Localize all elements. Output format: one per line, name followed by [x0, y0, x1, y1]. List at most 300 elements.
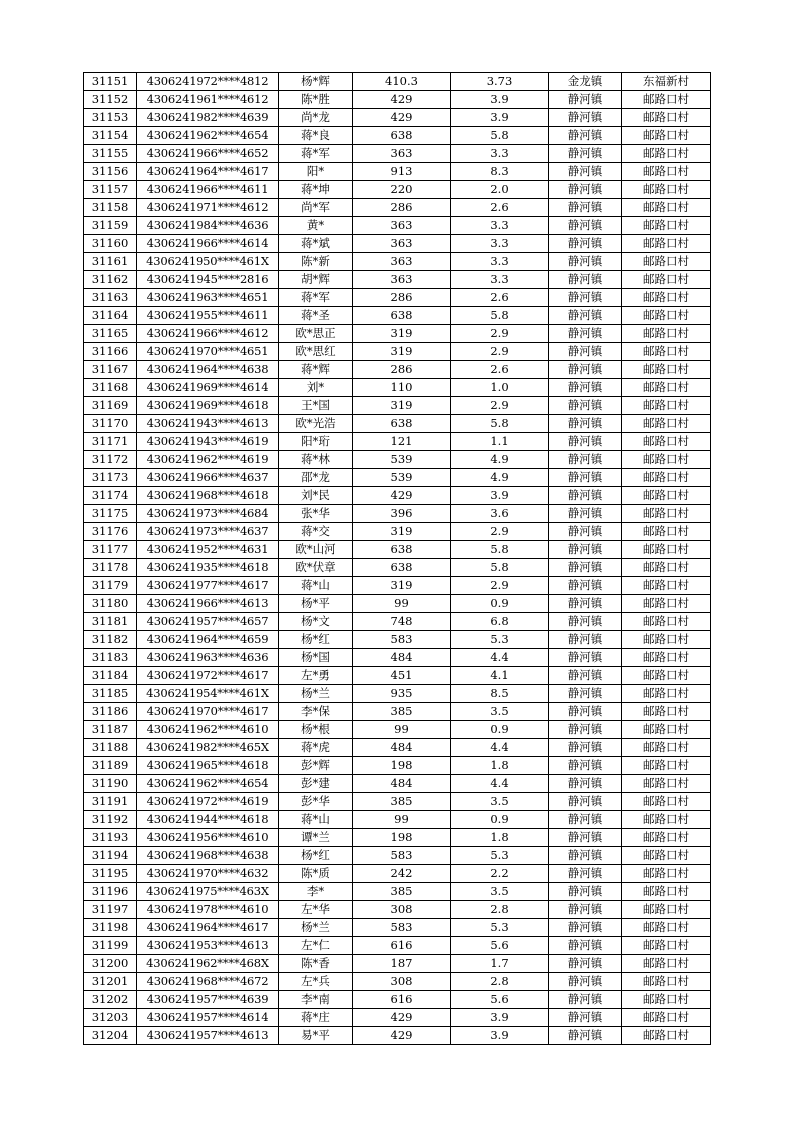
area-cell: 3.6 [451, 505, 549, 523]
name-cell: 陈*新 [279, 253, 353, 271]
area-cell: 3.3 [451, 145, 549, 163]
area-cell: 5.3 [451, 919, 549, 937]
town-cell: 静河镇 [549, 451, 622, 469]
town-cell: 静河镇 [549, 415, 622, 433]
table-row [84, 793, 711, 811]
serial-cell: 31158 [84, 199, 137, 217]
amount-cell: 638 [353, 541, 451, 559]
serial-cell: 31187 [84, 721, 137, 739]
village-cell: 邮路口村 [622, 253, 711, 271]
area-cell: 3.5 [451, 793, 549, 811]
serial-cell: 31170 [84, 415, 137, 433]
town-cell: 静河镇 [549, 955, 622, 973]
town-cell: 静河镇 [549, 397, 622, 415]
village-cell: 邮路口村 [622, 739, 711, 757]
name-cell: 蒋*军 [279, 289, 353, 307]
town-cell: 静河镇 [549, 541, 622, 559]
village-cell: 邮路口村 [622, 361, 711, 379]
name-cell: 左*华 [279, 901, 353, 919]
amount-cell: 385 [353, 883, 451, 901]
amount-cell: 99 [353, 721, 451, 739]
amount-cell: 319 [353, 325, 451, 343]
name-cell: 欧*伏章 [279, 559, 353, 577]
id-number-cell: 4306241952****4631 [137, 541, 279, 559]
town-cell: 静河镇 [549, 433, 622, 451]
amount-cell: 363 [353, 235, 451, 253]
serial-cell: 31184 [84, 667, 137, 685]
id-number-cell: 4306241957****4657 [137, 613, 279, 631]
town-cell: 静河镇 [549, 811, 622, 829]
id-number-cell: 4306241970****4632 [137, 865, 279, 883]
town-cell: 静河镇 [549, 469, 622, 487]
serial-cell: 31203 [84, 1009, 137, 1027]
table-row [84, 253, 711, 271]
table-row [84, 811, 711, 829]
serial-cell: 31163 [84, 289, 137, 307]
id-number-cell: 4306241973****4684 [137, 505, 279, 523]
table-row [84, 667, 711, 685]
serial-cell: 31182 [84, 631, 137, 649]
name-cell: 杨*兰 [279, 919, 353, 937]
name-cell: 杨*兰 [279, 685, 353, 703]
town-cell: 静河镇 [549, 271, 622, 289]
table-row [84, 541, 711, 559]
village-cell: 邮路口村 [622, 433, 711, 451]
area-cell: 3.3 [451, 271, 549, 289]
amount-cell: 242 [353, 865, 451, 883]
area-cell: 3.9 [451, 91, 549, 109]
amount-cell: 484 [353, 775, 451, 793]
serial-cell: 31169 [84, 397, 137, 415]
town-cell: 静河镇 [549, 685, 622, 703]
id-number-cell: 4306241970****4651 [137, 343, 279, 361]
area-cell: 2.9 [451, 523, 549, 541]
id-number-cell: 4306241966****4613 [137, 595, 279, 613]
name-cell: 蒋*虎 [279, 739, 353, 757]
village-cell: 邮路口村 [622, 829, 711, 847]
table-row [84, 649, 711, 667]
town-cell: 静河镇 [549, 343, 622, 361]
name-cell: 黄* [279, 217, 353, 235]
town-cell: 静河镇 [549, 361, 622, 379]
id-number-cell: 4306241957****4639 [137, 991, 279, 1009]
name-cell: 左*勇 [279, 667, 353, 685]
town-cell: 静河镇 [549, 1027, 622, 1045]
name-cell: 杨*平 [279, 595, 353, 613]
town-cell: 静河镇 [549, 217, 622, 235]
id-number-cell: 4306241972****4619 [137, 793, 279, 811]
id-number-cell: 4306241984****4636 [137, 217, 279, 235]
village-cell: 邮路口村 [622, 757, 711, 775]
id-number-cell: 4306241966****4652 [137, 145, 279, 163]
serial-cell: 31155 [84, 145, 137, 163]
area-cell: 2.9 [451, 343, 549, 361]
amount-cell: 429 [353, 1009, 451, 1027]
id-number-cell: 4306241972****4812 [137, 73, 279, 91]
id-number-cell: 4306241943****4619 [137, 433, 279, 451]
town-cell: 静河镇 [549, 991, 622, 1009]
town-cell: 静河镇 [549, 163, 622, 181]
village-cell: 邮路口村 [622, 289, 711, 307]
amount-cell: 286 [353, 199, 451, 217]
name-cell: 邵*龙 [279, 469, 353, 487]
name-cell: 尚*龙 [279, 109, 353, 127]
village-cell: 邮路口村 [622, 937, 711, 955]
area-cell: 0.9 [451, 595, 549, 613]
amount-cell: 583 [353, 919, 451, 937]
town-cell: 静河镇 [549, 631, 622, 649]
name-cell: 杨*辉 [279, 73, 353, 91]
table-row [84, 73, 711, 91]
id-number-cell: 4306241961****4612 [137, 91, 279, 109]
name-cell: 彭*辉 [279, 757, 353, 775]
village-cell: 邮路口村 [622, 523, 711, 541]
amount-cell: 583 [353, 631, 451, 649]
table-row [84, 289, 711, 307]
serial-cell: 31194 [84, 847, 137, 865]
id-number-cell: 4306241966****4637 [137, 469, 279, 487]
amount-cell: 319 [353, 397, 451, 415]
name-cell: 陈*质 [279, 865, 353, 883]
table-row [84, 235, 711, 253]
id-number-cell: 4306241973****4637 [137, 523, 279, 541]
village-cell: 邮路口村 [622, 397, 711, 415]
village-cell: 邮路口村 [622, 667, 711, 685]
name-cell: 易*平 [279, 1027, 353, 1045]
area-cell: 3.9 [451, 1009, 549, 1027]
serial-cell: 31183 [84, 649, 137, 667]
amount-cell: 638 [353, 127, 451, 145]
table-row [84, 325, 711, 343]
serial-cell: 31159 [84, 217, 137, 235]
town-cell: 静河镇 [549, 235, 622, 253]
amount-cell: 484 [353, 739, 451, 757]
village-cell: 邮路口村 [622, 955, 711, 973]
id-number-cell: 4306241966****4611 [137, 181, 279, 199]
amount-cell: 319 [353, 343, 451, 361]
table-row [84, 1027, 711, 1045]
name-cell: 阳* [279, 163, 353, 181]
town-cell: 静河镇 [549, 721, 622, 739]
table-row [84, 307, 711, 325]
serial-cell: 31195 [84, 865, 137, 883]
village-cell: 邮路口村 [622, 469, 711, 487]
id-number-cell: 4306241966****4614 [137, 235, 279, 253]
town-cell: 静河镇 [549, 379, 622, 397]
amount-cell: 583 [353, 847, 451, 865]
id-number-cell: 4306241957****4614 [137, 1009, 279, 1027]
amount-cell: 429 [353, 1027, 451, 1045]
name-cell: 杨*国 [279, 649, 353, 667]
amount-cell: 616 [353, 937, 451, 955]
table-row [84, 703, 711, 721]
town-cell: 静河镇 [549, 739, 622, 757]
amount-cell: 539 [353, 451, 451, 469]
name-cell: 蒋*坤 [279, 181, 353, 199]
town-cell: 静河镇 [549, 199, 622, 217]
name-cell: 谭*兰 [279, 829, 353, 847]
table-row [84, 505, 711, 523]
name-cell: 杨*文 [279, 613, 353, 631]
id-number-cell: 4306241966****4612 [137, 325, 279, 343]
area-cell: 5.8 [451, 415, 549, 433]
name-cell: 李*南 [279, 991, 353, 1009]
town-cell: 静河镇 [549, 937, 622, 955]
village-cell: 邮路口村 [622, 595, 711, 613]
id-number-cell: 4306241964****4617 [137, 163, 279, 181]
serial-cell: 31190 [84, 775, 137, 793]
id-number-cell: 4306241954****461X [137, 685, 279, 703]
table-row [84, 217, 711, 235]
table-row [84, 595, 711, 613]
village-cell: 邮路口村 [622, 865, 711, 883]
town-cell: 静河镇 [549, 865, 622, 883]
serial-cell: 31160 [84, 235, 137, 253]
table-body [84, 73, 711, 1045]
town-cell: 静河镇 [549, 505, 622, 523]
amount-cell: 913 [353, 163, 451, 181]
serial-cell: 31186 [84, 703, 137, 721]
town-cell: 静河镇 [549, 703, 622, 721]
village-cell: 邮路口村 [622, 919, 711, 937]
name-cell: 阳*珩 [279, 433, 353, 451]
id-number-cell: 4306241955****4611 [137, 307, 279, 325]
name-cell: 李* [279, 883, 353, 901]
table-row [84, 739, 711, 757]
id-number-cell: 4306241969****4618 [137, 397, 279, 415]
amount-cell: 385 [353, 703, 451, 721]
id-number-cell: 4306241962****468X [137, 955, 279, 973]
name-cell: 刘* [279, 379, 353, 397]
table-row [84, 991, 711, 1009]
name-cell: 欧*思红 [279, 343, 353, 361]
amount-cell: 363 [353, 271, 451, 289]
village-cell: 邮路口村 [622, 991, 711, 1009]
amount-cell: 319 [353, 523, 451, 541]
table-row [84, 829, 711, 847]
name-cell: 蒋*林 [279, 451, 353, 469]
village-cell: 邮路口村 [622, 721, 711, 739]
table-row [84, 271, 711, 289]
name-cell: 李*保 [279, 703, 353, 721]
table-row [84, 721, 711, 739]
area-cell: 4.9 [451, 451, 549, 469]
table-row [84, 613, 711, 631]
id-number-cell: 4306241963****4651 [137, 289, 279, 307]
table-row [84, 91, 711, 109]
village-cell: 邮路口村 [622, 1027, 711, 1045]
town-cell: 静河镇 [549, 487, 622, 505]
id-number-cell: 4306241968****4638 [137, 847, 279, 865]
serial-cell: 31178 [84, 559, 137, 577]
village-cell: 邮路口村 [622, 847, 711, 865]
serial-cell: 31181 [84, 613, 137, 631]
serial-cell: 31201 [84, 973, 137, 991]
table-row [84, 775, 711, 793]
name-cell: 欧*思正 [279, 325, 353, 343]
id-number-cell: 4306241962****4619 [137, 451, 279, 469]
area-cell: 2.6 [451, 361, 549, 379]
amount-cell: 308 [353, 973, 451, 991]
name-cell: 陈*香 [279, 955, 353, 973]
serial-cell: 31189 [84, 757, 137, 775]
id-number-cell: 4306241956****4610 [137, 829, 279, 847]
village-cell: 邮路口村 [622, 163, 711, 181]
serial-cell: 31151 [84, 73, 137, 91]
area-cell: 2.2 [451, 865, 549, 883]
town-cell: 静河镇 [549, 325, 622, 343]
village-cell: 邮路口村 [622, 325, 711, 343]
table-row [84, 343, 711, 361]
serial-cell: 31166 [84, 343, 137, 361]
town-cell: 静河镇 [549, 145, 622, 163]
village-cell: 邮路口村 [622, 487, 711, 505]
area-cell: 3.9 [451, 487, 549, 505]
id-number-cell: 4306241964****4617 [137, 919, 279, 937]
name-cell: 蒋*斌 [279, 235, 353, 253]
serial-cell: 31173 [84, 469, 137, 487]
town-cell: 静河镇 [549, 253, 622, 271]
area-cell: 3.73 [451, 73, 549, 91]
id-number-cell: 4306241964****4659 [137, 631, 279, 649]
serial-cell: 31177 [84, 541, 137, 559]
village-cell: 邮路口村 [622, 631, 711, 649]
town-cell: 静河镇 [549, 523, 622, 541]
table-row [84, 883, 711, 901]
area-cell: 3.9 [451, 109, 549, 127]
amount-cell: 396 [353, 505, 451, 523]
area-cell: 2.9 [451, 577, 549, 595]
amount-cell: 286 [353, 361, 451, 379]
town-cell: 静河镇 [549, 289, 622, 307]
id-number-cell: 4306241975****463X [137, 883, 279, 901]
area-cell: 1.8 [451, 757, 549, 775]
area-cell: 3.9 [451, 1027, 549, 1045]
serial-cell: 31199 [84, 937, 137, 955]
area-cell: 2.8 [451, 973, 549, 991]
table-row [84, 847, 711, 865]
name-cell: 蒋*辉 [279, 361, 353, 379]
serial-cell: 31192 [84, 811, 137, 829]
serial-cell: 31157 [84, 181, 137, 199]
table-row [84, 523, 711, 541]
id-number-cell: 4306241962****4654 [137, 775, 279, 793]
amount-cell: 539 [353, 469, 451, 487]
serial-cell: 31202 [84, 991, 137, 1009]
table-row [84, 397, 711, 415]
amount-cell: 99 [353, 595, 451, 613]
town-cell: 静河镇 [549, 1009, 622, 1027]
amount-cell: 121 [353, 433, 451, 451]
serial-cell: 31162 [84, 271, 137, 289]
town-cell: 静河镇 [549, 613, 622, 631]
name-cell: 欧*山河 [279, 541, 353, 559]
amount-cell: 363 [353, 217, 451, 235]
serial-cell: 31179 [84, 577, 137, 595]
name-cell: 杨*红 [279, 631, 353, 649]
amount-cell: 429 [353, 91, 451, 109]
town-cell: 静河镇 [549, 775, 622, 793]
town-cell: 静河镇 [549, 883, 622, 901]
serial-cell: 31167 [84, 361, 137, 379]
serial-cell: 31193 [84, 829, 137, 847]
area-cell: 5.6 [451, 991, 549, 1009]
area-cell: 6.8 [451, 613, 549, 631]
table-row [84, 955, 711, 973]
village-cell: 邮路口村 [622, 235, 711, 253]
serial-cell: 31204 [84, 1027, 137, 1045]
id-number-cell: 4306241964****4638 [137, 361, 279, 379]
village-cell: 邮路口村 [622, 109, 711, 127]
serial-cell: 31172 [84, 451, 137, 469]
village-cell: 邮路口村 [622, 307, 711, 325]
serial-cell: 31168 [84, 379, 137, 397]
amount-cell: 198 [353, 757, 451, 775]
id-number-cell: 4306241982****465X [137, 739, 279, 757]
area-cell: 5.3 [451, 631, 549, 649]
village-cell: 邮路口村 [622, 271, 711, 289]
serial-cell: 31197 [84, 901, 137, 919]
amount-cell: 308 [353, 901, 451, 919]
serial-cell: 31185 [84, 685, 137, 703]
id-number-cell: 4306241957****4613 [137, 1027, 279, 1045]
town-cell: 金龙镇 [549, 73, 622, 91]
id-number-cell: 4306241969****4614 [137, 379, 279, 397]
amount-cell: 410.3 [353, 73, 451, 91]
town-cell: 静河镇 [549, 577, 622, 595]
town-cell: 静河镇 [549, 91, 622, 109]
name-cell: 张*华 [279, 505, 353, 523]
serial-cell: 31153 [84, 109, 137, 127]
data-table [83, 72, 711, 1045]
name-cell: 蒋*山 [279, 577, 353, 595]
name-cell: 王*国 [279, 397, 353, 415]
id-number-cell: 4306241977****4617 [137, 577, 279, 595]
amount-cell: 429 [353, 109, 451, 127]
village-cell: 邮路口村 [622, 685, 711, 703]
serial-cell: 31154 [84, 127, 137, 145]
area-cell: 5.6 [451, 937, 549, 955]
village-cell: 邮路口村 [622, 127, 711, 145]
area-cell: 4.9 [451, 469, 549, 487]
name-cell: 蒋*军 [279, 145, 353, 163]
table-row [84, 559, 711, 577]
name-cell: 尚*军 [279, 199, 353, 217]
area-cell: 5.8 [451, 541, 549, 559]
village-cell: 邮路口村 [622, 703, 711, 721]
village-cell: 邮路口村 [622, 559, 711, 577]
amount-cell: 99 [353, 811, 451, 829]
village-cell: 邮路口村 [622, 199, 711, 217]
serial-cell: 31152 [84, 91, 137, 109]
amount-cell: 638 [353, 559, 451, 577]
serial-cell: 31165 [84, 325, 137, 343]
id-number-cell: 4306241943****4613 [137, 415, 279, 433]
serial-cell: 31196 [84, 883, 137, 901]
amount-cell: 363 [353, 145, 451, 163]
serial-cell: 31161 [84, 253, 137, 271]
table-row [84, 163, 711, 181]
area-cell: 3.3 [451, 235, 549, 253]
id-number-cell: 4306241944****4618 [137, 811, 279, 829]
town-cell: 静河镇 [549, 559, 622, 577]
id-number-cell: 4306241972****4617 [137, 667, 279, 685]
table-row [84, 865, 711, 883]
area-cell: 5.3 [451, 847, 549, 865]
village-cell: 邮路口村 [622, 415, 711, 433]
village-cell: 东福新村 [622, 73, 711, 91]
amount-cell: 187 [353, 955, 451, 973]
